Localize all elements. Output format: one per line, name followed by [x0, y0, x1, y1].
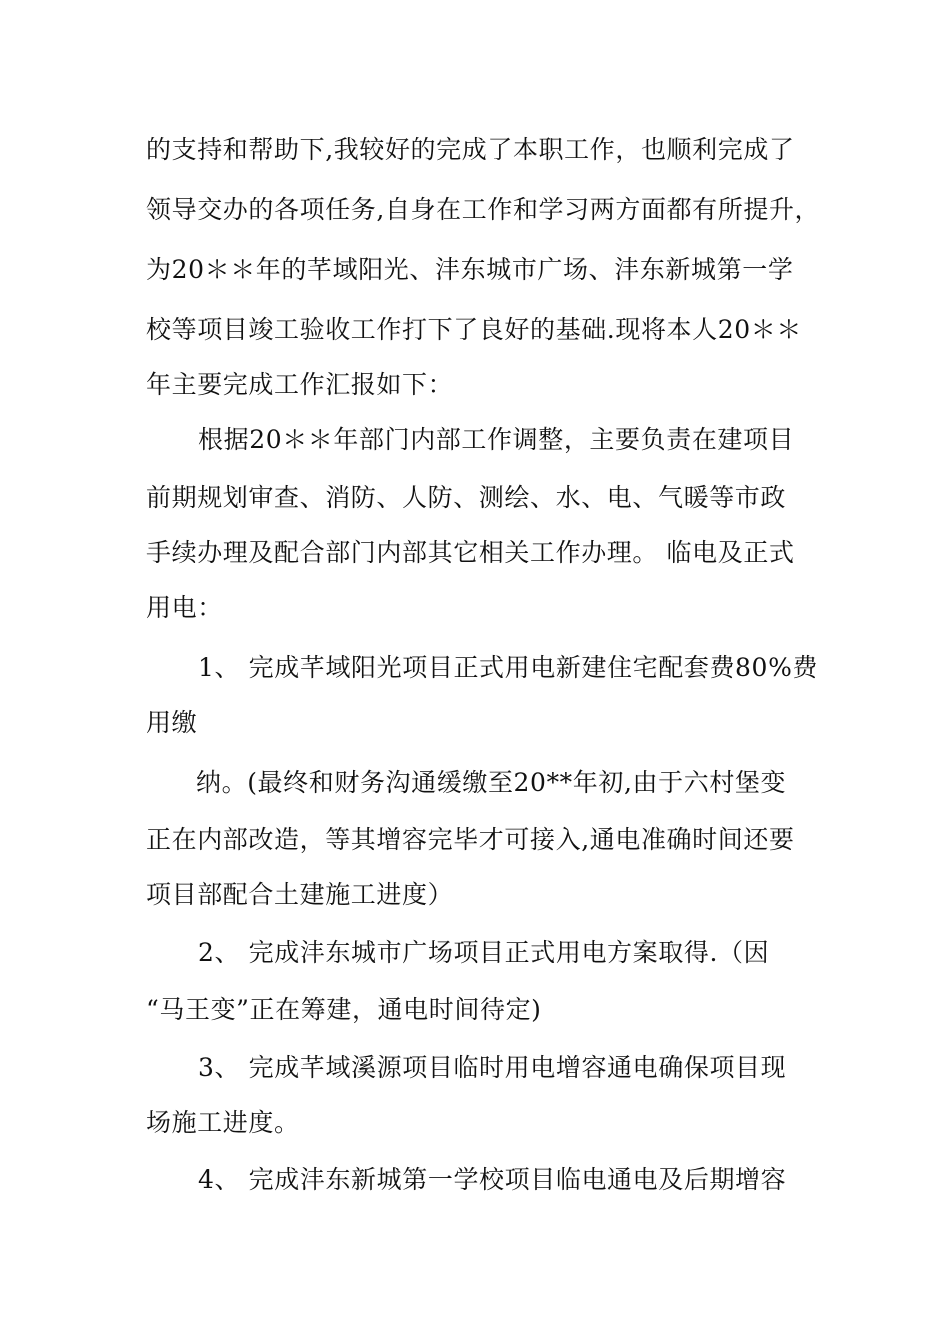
text-line-4: 校等项目竣工验收工作打下了良好的基础.现将本人20＊＊ [146, 315, 802, 344]
text-line-9: 用电： [146, 593, 223, 622]
text-line-2: 领导交办的各项任务,自身在工作和学习两方面都有所提升， [146, 195, 821, 224]
list-item-2-line-1: 2、 完成沣东城市广场项目正式用电方案取得.（因 [198, 938, 770, 967]
list-item-1-line-3: 纳。(最终和财务沟通缓缴至20**年初,由于六村堡变 [196, 768, 787, 797]
list-item-3-line-2: 场施工进度。 [146, 1108, 300, 1137]
list-item-3-line-1: 3、 完成芊域溪源项目临时用电增容通电确保项目现 [198, 1053, 787, 1082]
list-item-1-line-4: 正在内部改造，等其增容完毕才可接入,通电准确时间还要 [146, 825, 795, 854]
text-line-5: 年主要完成工作汇报如下： [146, 370, 454, 399]
list-item-1-line-1: 1、 完成芊域阳光项目正式用电新建住宅配套费80%费 [198, 653, 819, 682]
list-item-4-line-1: 4、 完成沣东新城第一学校项目临电通电及后期增容 [198, 1165, 787, 1194]
text-line-8: 手续办理及配合部门内部其它相关工作办理。 临电及正式 [146, 538, 795, 567]
list-item-1-line-5: 项目部配合土建施工进度） [146, 880, 454, 909]
list-item-1-line-2: 用缴 [146, 708, 198, 737]
text-line-7: 前期规划审查、消防、人防、测绘、水、电、气暖等市政 [146, 483, 787, 512]
list-item-2-line-2: “马王变”正在筹建，通电时间待定) [146, 995, 542, 1024]
paragraph-indent-line-6: 根据20＊＊年部门内部工作调整，主要负责在建项目 [198, 425, 795, 454]
text-line-3: 为20＊＊年的芊域阳光、沣东城市广场、沣东新城第一学 [146, 255, 794, 284]
text-line-1: 的支持和帮助下,我较好的完成了本职工作，也顺利完成了 [146, 135, 795, 164]
